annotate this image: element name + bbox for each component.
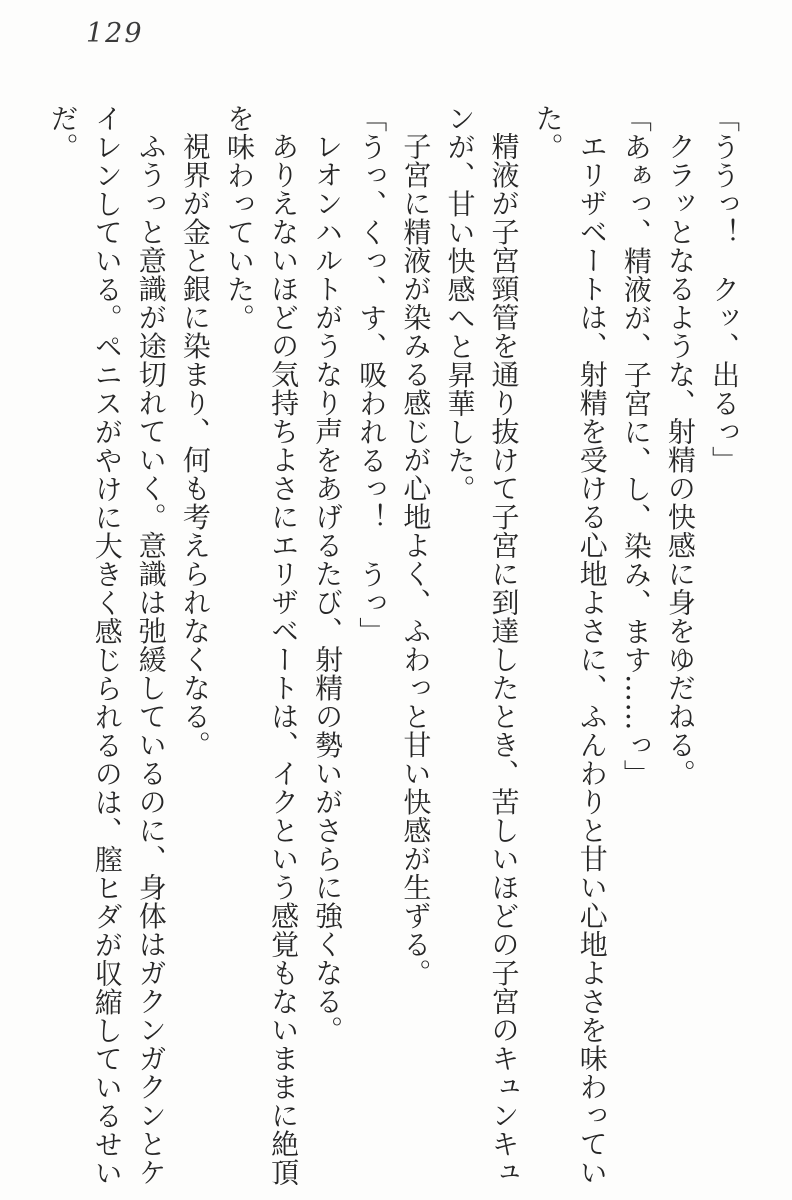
text-column: た。 bbox=[531, 104, 565, 161]
text-column: を味わっていた。 bbox=[222, 104, 256, 332]
text-column: 視界が金と銀に染まり、何も考えられなくなる。 bbox=[178, 132, 212, 759]
text-block bbox=[41, 104, 747, 1194]
text-column: レオンハルトがうなり声をあげるたび、射精の勢いがさらに強くなる。 bbox=[311, 132, 345, 1044]
text-column: 子宮に精液が染みる感じが心地よく、ふわっと甘い快感が生ずる。 bbox=[399, 132, 433, 987]
text-column: 「うっ、くっ、す、吸われるっ！ うっ」 bbox=[355, 104, 389, 646]
text-column: エリザベートは、射精を受ける心地よさに、ふんわりと甘い心地よさを味わってい bbox=[575, 132, 609, 1187]
text-column: ありえないほどの気持ちよさにエリザベートは、イクという感覚もないままに絶頂 bbox=[267, 132, 301, 1187]
text-column: 「ううっ！ クッ、出るっ」 bbox=[708, 104, 741, 475]
text-column: ふうっと意識が途切れていく。意識は弛緩しているのに、身体はガクンガクンとケ bbox=[134, 132, 168, 1187]
text-column: クラッとなるような、射精の快感に身をゆだねる。 bbox=[663, 132, 697, 788]
text-column: 精液が子宮頸管を通り抜けて子宮に到達したとき、苦しいほどの子宮のキュンキュ bbox=[487, 132, 521, 1187]
text-column: だ。 bbox=[46, 104, 80, 161]
page-number: 129 bbox=[86, 18, 144, 49]
text-column: イレンしている。ペニスがやけに大きく感じられるのは、膣ヒダが収縮しているせい bbox=[90, 104, 124, 1187]
text-column: ンが、甘い快感へと昇華した。 bbox=[443, 104, 477, 503]
text-column: 「あぁっ、精液が、子宮に、し、染み、ます……っ」 bbox=[619, 104, 653, 788]
